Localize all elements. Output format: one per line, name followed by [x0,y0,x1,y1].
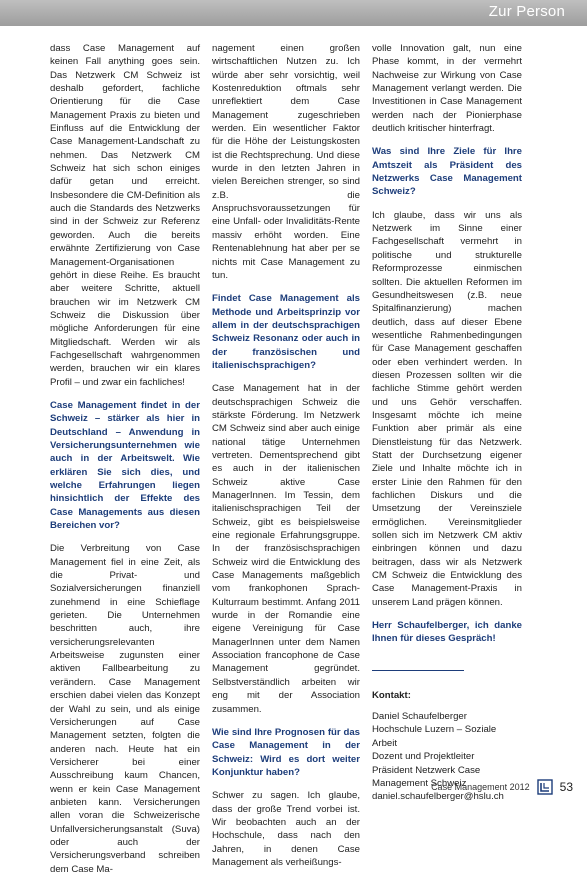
contact-email[interactable]: daniel.schaufelberger@hslu.ch [372,791,504,803]
paragraph: Die Verbreitung von Case Management fiel in eine Zeit, als die Privat- und Sozialversicherungen finanziell zunehmend in eine Schieflage gerieten. Die Unternehmen beschritten auch, ihre versicherungsrelevanten Arbeitsweise zugunsten einer aktiven Fallbearbeitung zu verändern. Case Management erschien dabei vielen das Konzept der Wahl zu sein, und als einige Versicherungen auf Case Management setzten, folgten die anderen nach. Heute hat ein Versicherer bei einer Ausschreibung kaum Chancen, wenn er kein Case Management anbieten kann. Versicherungen allen voran die Schweizerische Unfallversicherungsanstalt (Suva) oder auch der Versicherungsverband schreiben dem Case Ma- [50,543,200,875]
interview-question: Was sind Ihre Ziele für Ihre Amtszeit als Präsident des Netzwerks Case Management Schweiz? [372,146,522,198]
contact-heading: Kontakt: [372,689,411,701]
divider [372,670,464,671]
section-title: Zur Person [488,3,565,20]
journal-logo-icon [537,779,553,795]
contact-role: Dozent und Projektleiter [372,751,475,763]
header-bar [0,0,587,26]
contact-role: Management Schweiz [372,777,467,789]
paragraph: Ich glaube, dass wir uns als Netzwerk im Sinne einer Fachgesellschaft vermehrt in politische und strukturelle Reformprozesse einmischen sollten. Die aktuellen Reformen im Gesundheitswesen (z.B. neue Spitalfinanzierung) machen deutlich, dass auf dieser Ebene wesentliche Rahmenbedingungen für Case Management geschaffen oder eben verhindert werden. In diesen Prozessen sollten wir die fachliche Stimme gehört werden und uns Gehör verschaffen. Insgesamt möchte ich meine Funktion aber primär als eine Dienstleistung für das Netzwerk. Statt der Durchsetzung eigener Ziele und Inhalte möchte ich in erster Linie den Rahmen für den fachlichen Diskurs und die Umsetzung der Vereinsziele ermöglichen. Vereinsmitglieder sollen sich im Netzwerk CM aktiv einbringen können und dazu beitragen, dass wir als Netzwerk CM Schweiz die Entwicklung des Case Management-Praxis in unserem Land prägen können. [372,209,522,608]
contact-name: Daniel Schaufelberger [372,711,467,723]
interview-question: Case Management findet in der Schweiz – stärker als hier in Deutschland – Anwendung in Versicherungsunternehmen wie auch in der Arbeitswelt. Wie erklären Sie sich dies, und welche Erfahrungen liegen hinsichtlich der Effekte des Case Managements aus diesen Bereichen vor? [50,399,200,532]
paragraph: Schwer zu sagen. Ich glaube, dass der große Trend vorbei ist. Wir beobachten auch an der Hochschule, dass nach den Jahren, in denen Case Management als verheißungs- [212,790,360,868]
page-number: 53 [559,780,573,794]
paragraph: volle Innovation galt, nun eine Phase kommt, in der vermehrt Nachweise zur Wirkung von Case Management verlangt werden. Die Investitionen in Case Management werden nach der Pionierphase deutlich kritischer hinterfragt. [372,43,522,135]
interview-closing: Herr Schaufelberger, ich danke Ihnen für dieses Gespräch! [372,620,522,645]
paragraph: nagement einen großen wirtschaftlichen Nutzen zu. Ich würde aber sehr vorsichtig, weil Kostenreduktion oftmals sehr unreflektiert dem Case Management zugeschrieben werden. Ein wesentlicher Faktor für die Höhe der Leistungskosten ist die Rechtsprechung. Und diese wurde in den letzten Jahren in vielen Bereichen strenger, so sind z.B. die Anspruchsvoraussetzungen für eine Unfall- oder Invaliditäts-Rente massiv erhöht worden. Eine Rentenablehnung hat aber per se nichts mit Case Management zu tun. [212,43,360,281]
interview-question: Findet Case Management als Methode und Arbeitsprinzip vor allem in der deutschsprachigen Schweiz Resonanz oder auch in der französischen und italienischsprachigen? [212,293,360,371]
contact-institution: Hochschule Luzern – Soziale Arbeit [372,724,497,749]
text-column-3 [372,42,522,804]
paragraph: Case Management hat in der deutschsprachigen Schweiz die stärkste Förderung. Im Netzwerk CM Schweiz sind aber auch einige national tätige Unternehmen vertreten. Dementsprechend gibt es auch in der italienischen Schweiz aktive Case ManagerInnen. Im Tessin, dem italienischsprachigen Teil der Schweiz, gibt es beispielsweise eine regionale Erfahrungsgruppe. In der französischsprachigen Schweiz wird die Entwicklung des Case Managements maßgeblich vom frankophonen Sprach-Kulturraum bestimmt. Anfang 2011 wurde in der Romandie eine eigene Vereinigung für Case ManagerInnen unter dem Namen Association francophone de Case Management gegründet. Selbstverständlich arbeiten wir eng mit der Association zusammen. [212,383,360,715]
journal-name: Case Management 2012 [431,782,530,792]
interview-question: Wie sind Ihre Prognosen für das Case Management in der Schweiz: Wird es dort weiter Konjunktur haben? [212,726,360,778]
paragraph: dass Case Management auf keinen Fall anything goes sein. Das Netzwerk CM Schweiz ist deshalb gefordert, fachliche Orientierung für die Case Management Praxis zu bieten und Einfluss auf die Entwicklung der Case Management-Landschaft zu nehmen. Das Netzwerk CM Schweiz hat sich schon einiges dafür getan und erreicht. Insbesondere die CM-Definition als auch die Standards des Netzwerks sind in der Schweiz zur Referenz geworden. Auch die bereits erwähnte Zertifizierung von Case Management-Organisationen gehört in diese Reihe. Es braucht aber weitere Schritte, aktuell brauchen wir im Netzwerk CM Schweiz die Diskussion über mögliche Anforderungen für eine Mitgliedschaft. Werden wir als Fachgesellschaft wahrgenommen werden, brauchen wir ein klares Profil – und zwar ein fachliches! [50,43,200,388]
text-column-2 [212,42,360,879]
page-footer [431,778,573,796]
contact-role: Präsident Netzwerk Case [372,764,481,776]
text-column-1 [50,42,200,886]
